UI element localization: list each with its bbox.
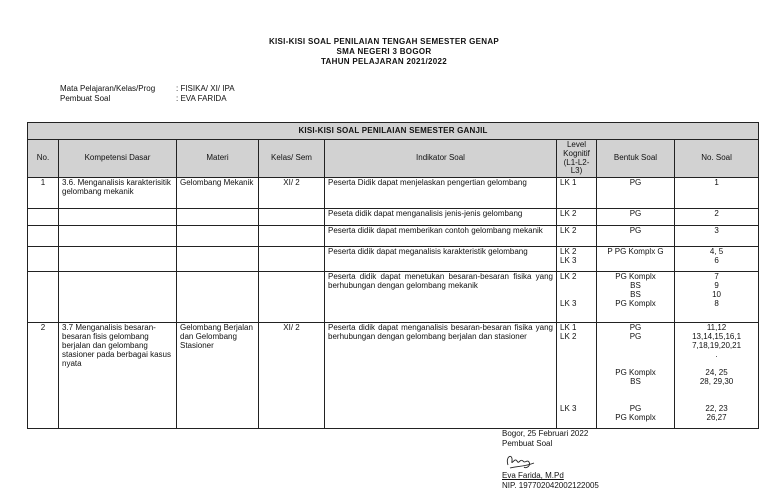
- meta-author-label: Pembuat Soal: [60, 94, 111, 103]
- table-body: [28, 178, 759, 429]
- table-banner: KISI-KISI SOAL PENILAIAN SEMESTER GANJIL: [28, 123, 759, 140]
- row-level-line: LK 2: [560, 272, 577, 282]
- row-nosoal-line: 2: [714, 209, 719, 219]
- header-materi: Materi: [177, 140, 259, 178]
- header-level-line-3: (L1-L2-L3): [563, 157, 590, 176]
- row-level: [557, 178, 597, 209]
- row-materi: [177, 247, 259, 272]
- header-nosoal: No. Soal: [675, 140, 759, 178]
- row-nosoal-line: 24, 25: [705, 368, 728, 378]
- kisi-kisi-table: [27, 122, 759, 429]
- row-bentuk-line: PG: [629, 323, 642, 333]
- row-nosoal-line: 3: [714, 226, 719, 236]
- row-bentuk-line: [600, 342, 671, 351]
- row-nosoal-line: [678, 387, 755, 396]
- row-level-line: [560, 342, 593, 351]
- row-level-line: [560, 360, 593, 369]
- header-indikator: Indikator Soal: [325, 140, 557, 178]
- header-bentuk: Bentuk Soal: [597, 140, 675, 178]
- row-level: [557, 272, 597, 323]
- row-bentuk: [597, 247, 675, 272]
- meta-subject-label: Mata Pelajaran/Kelas/Prog: [60, 84, 156, 93]
- row-nosoal-line: 26,27: [706, 413, 727, 423]
- row-level-line: [560, 282, 593, 291]
- row-nosoal: [675, 272, 759, 323]
- meta-author-row: [60, 95, 235, 105]
- row-level: [557, 226, 597, 247]
- row-nosoal-line: 7,18,19,20,21: [692, 341, 742, 351]
- table-row: [28, 247, 759, 272]
- header-level-line-2: Kognitif: [563, 148, 590, 158]
- row-level-line: [560, 369, 593, 378]
- table-header-row: [28, 140, 759, 178]
- header-kompetensi: Kompetensi Dasar: [59, 140, 177, 178]
- row-indikator: Peserta didik dapat meganalisis karakteristik gelombang: [325, 247, 557, 272]
- title-line-2: SMA NEGERI 3 BOGOR: [336, 47, 432, 56]
- row-bentuk-line: PG: [629, 404, 642, 414]
- row-indikator: Peserta didik dapat menganalisis besaran-besaran fisika yang berhubungan dengan gelombang berjalan dan stasioner: [325, 323, 557, 429]
- row-bentuk-line: PG: [629, 178, 642, 188]
- row-bentuk-line: PG Komplx: [615, 272, 656, 282]
- meta-subject-value: : FISIKA/ XI/ IPA: [176, 84, 235, 93]
- row-kelas: XI/ 2: [259, 323, 325, 429]
- row-level: [557, 323, 597, 429]
- row-bentuk-line: [600, 387, 671, 396]
- title-line-1: KISI-KISI SOAL PENILAIAN TENGAH SEMESTER GENAP: [268, 37, 500, 46]
- row-bentuk-line: PG Komplx: [615, 368, 656, 378]
- header-kelas: Kelas/ Sem: [259, 140, 325, 178]
- row-materi: Gelombang Mekanik: [177, 178, 259, 209]
- row-nosoal-line: 11,12: [706, 323, 727, 333]
- row-kelas: [259, 247, 325, 272]
- row-indikator: Peseta didik dapat menganalisis jenis-jenis gelombang: [325, 209, 557, 226]
- table-row: [28, 226, 759, 247]
- row-level-line: LK 1: [560, 323, 577, 333]
- row-level: [557, 209, 597, 226]
- signature-nip: NIP. 197702042002122005: [502, 481, 599, 490]
- row-nosoal-line: .: [715, 350, 718, 360]
- meta-author-value: : EVA FARIDA: [176, 94, 227, 103]
- table-row: [28, 323, 759, 429]
- row-nosoal-line: 7: [714, 272, 719, 282]
- row-nosoal-line: 1: [714, 178, 719, 188]
- row-bentuk: [597, 323, 675, 429]
- row-bentuk: [597, 272, 675, 323]
- row-bentuk-line: BS: [630, 290, 641, 300]
- signature-name: Eva Farida, M.Pd: [502, 471, 564, 480]
- row-nosoal: [675, 178, 759, 209]
- row-nosoal: [675, 209, 759, 226]
- row-kelas: XI/ 2: [259, 178, 325, 209]
- row-nosoal: [675, 226, 759, 247]
- row-bentuk-line: PG: [629, 209, 642, 219]
- row-no: [28, 209, 59, 226]
- row-level-line: [560, 387, 593, 396]
- row-kompetensi: [59, 272, 177, 323]
- table-row: [28, 272, 759, 323]
- row-level-line: LK 2: [560, 226, 577, 236]
- row-nosoal-line: 13,14,15,16,1: [692, 332, 742, 342]
- row-nosoal-line: 10: [712, 290, 721, 300]
- row-bentuk-line: BS: [630, 377, 641, 387]
- row-no: [28, 247, 59, 272]
- row-level-line: LK 2: [560, 332, 577, 342]
- row-kompetensi: [59, 247, 177, 272]
- title-line-3: TAHUN PELAJARAN 2021/2022: [320, 57, 448, 66]
- document-title: [0, 38, 768, 68]
- row-kompetensi: 3.7 Menganalisis besaran-besaran fisis gelombang berjalan dan gelombang stasioner pada berbagai kasus nyata: [59, 323, 177, 429]
- row-bentuk: [597, 178, 675, 209]
- row-bentuk-line: PG: [629, 226, 642, 236]
- row-indikator: Peserta Didik dapat menjelaskan pengertian gelombang: [325, 178, 557, 209]
- row-level-line: LK 2: [560, 209, 577, 219]
- row-level-line: LK 1: [560, 178, 577, 188]
- row-bentuk-line: P PG Komplx G: [607, 247, 664, 257]
- row-bentuk-line: [600, 351, 671, 360]
- row-bentuk-line: PG: [629, 332, 642, 342]
- signature-place-date: Bogor, 25 Februari 2022: [502, 429, 589, 438]
- handwritten-signature-icon: [502, 450, 542, 472]
- row-kompetensi: [59, 209, 177, 226]
- row-materi: Gelombang Berjalan dan Gelombang Stasioner: [177, 323, 259, 429]
- table-row: [28, 178, 759, 209]
- row-kompetensi: 3.6. Menganalisis karakterisitik gelombang mekanik: [59, 178, 177, 209]
- row-kelas: [259, 209, 325, 226]
- row-bentuk-line: PG Komplx: [615, 299, 656, 309]
- table-banner-row: [28, 123, 759, 140]
- row-kelas: [259, 226, 325, 247]
- header-level: [557, 140, 597, 178]
- row-nosoal-line: 9: [714, 281, 719, 291]
- row-materi: [177, 272, 259, 323]
- header-no: No.: [28, 140, 59, 178]
- row-kelas: [259, 272, 325, 323]
- row-nosoal: [675, 247, 759, 272]
- signature-scribble: [502, 450, 599, 472]
- signature-role: Pembuat Soal: [502, 439, 553, 448]
- row-kompetensi: [59, 226, 177, 247]
- document-meta: [60, 85, 235, 105]
- row-level-line: LK 3: [560, 404, 577, 414]
- header-level-line-1: Level: [566, 140, 587, 149]
- row-level-line: LK 2: [560, 247, 577, 257]
- row-level: [557, 247, 597, 272]
- table-row: [28, 209, 759, 226]
- row-materi: [177, 209, 259, 226]
- row-nosoal: [675, 323, 759, 429]
- row-bentuk: [597, 209, 675, 226]
- row-nosoal-line: 8: [714, 299, 719, 309]
- row-level-line: [560, 378, 593, 387]
- row-no: [28, 272, 59, 323]
- row-bentuk-line: PG Komplx: [615, 413, 656, 423]
- row-nosoal-line: 6: [714, 256, 719, 266]
- row-indikator: Peserta didik dapat menetukan besaran-besaran fisika yang berhubungan dengan gelombang mekanik: [325, 272, 557, 323]
- row-level-line: [560, 351, 593, 360]
- row-nosoal-line: 28, 29,30: [699, 377, 734, 387]
- row-materi: [177, 226, 259, 247]
- row-nosoal-line: 4, 5: [709, 247, 724, 257]
- row-no: [28, 226, 59, 247]
- row-nosoal-line: 22, 23: [705, 404, 728, 414]
- row-level-line: LK 3: [560, 256, 577, 266]
- row-level-line: LK 3: [560, 299, 577, 309]
- row-bentuk: [597, 226, 675, 247]
- row-bentuk-line: BS: [630, 281, 641, 291]
- signature-block: [502, 430, 599, 492]
- row-no: 1: [28, 178, 59, 209]
- row-indikator: Peserta didik dapat memberikan contoh gelombang mekanik: [325, 226, 557, 247]
- row-no: 2: [28, 323, 59, 429]
